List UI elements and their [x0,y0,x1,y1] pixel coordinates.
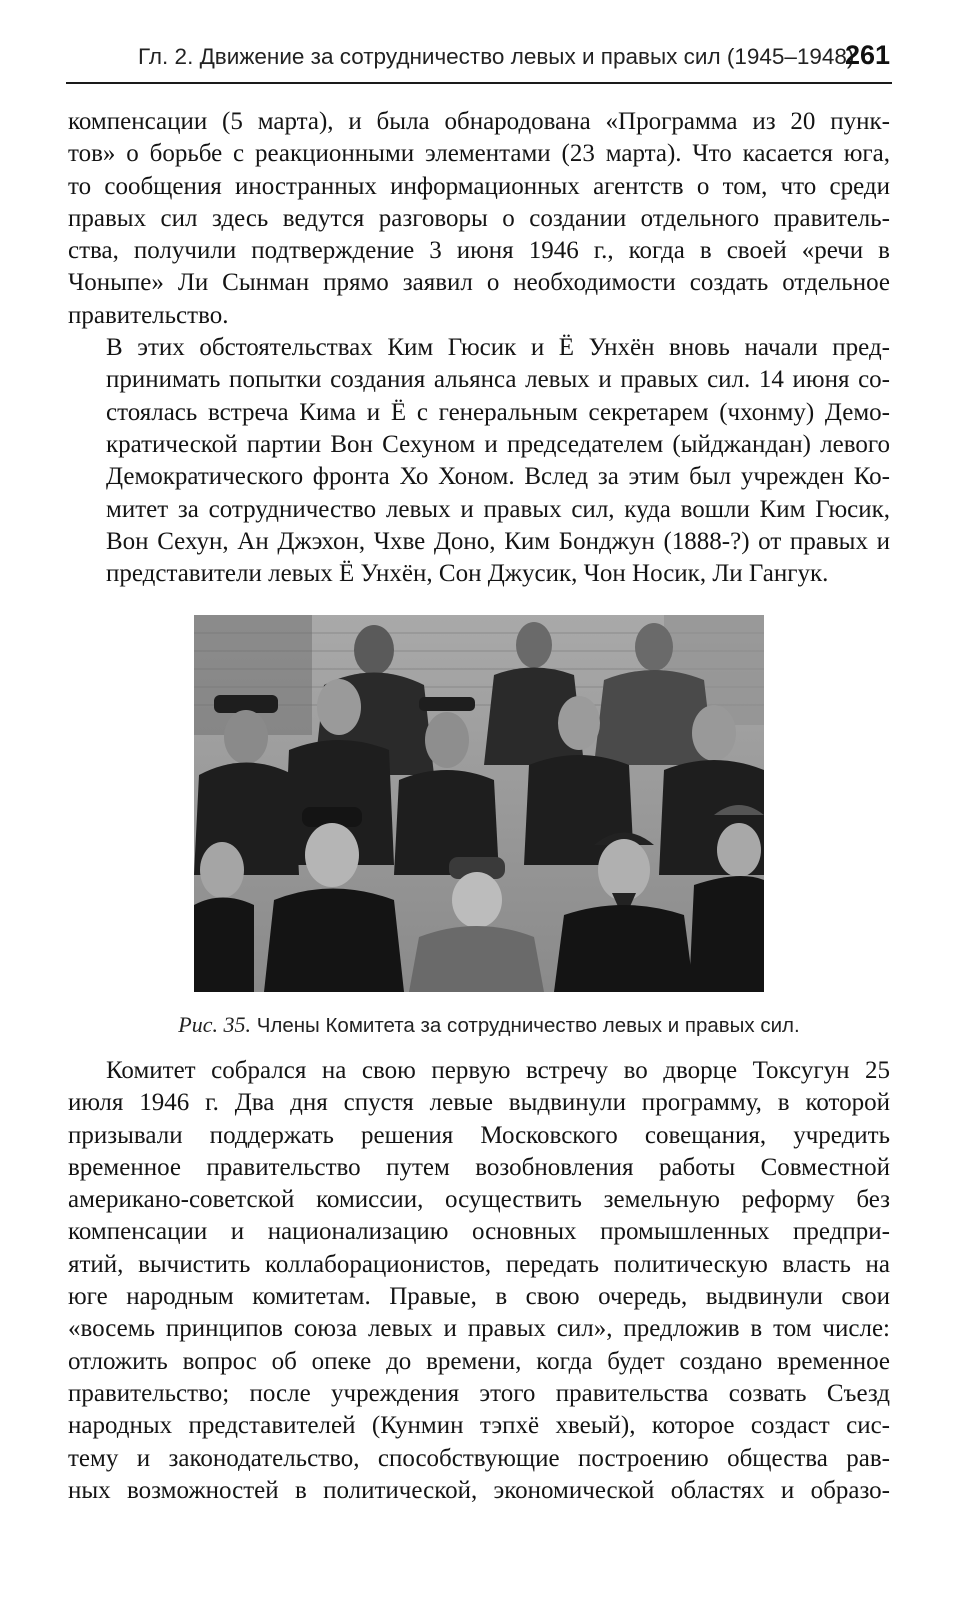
text-line: митет за сотрудничество левых и правых сил, куда вошли Ким Гюсик, [106,495,890,523]
figure-caption [0,1012,978,1038]
text-line: призывали поддержать решения Московского совещания, учредить [68,1121,890,1149]
text-line: Комитет собрался на свою первую встречу во дворце Токсугун 25 [106,1057,890,1084]
text-line: Демократического фронта Хо Хоном. Вслед за этим был учрежден Ко- [106,463,890,491]
text-line: правых сил здесь ведутся разговоры о создании отдельного правитель- [68,204,890,232]
text-line: народных представителей (Кунмин тэпхё хвеый), которое создаст сис- [68,1412,890,1440]
text-line: В этих обстоятельствах Ким Гюсик и Ё Унхён вновь начали пред- [106,334,890,362]
text-line: временное правительство путем возобновления работы Совместной [68,1153,890,1181]
text-line: то сообщения иностранных информационных агентств о том, что среди [68,172,890,200]
text-line: компенсации (5 марта), и была обнародована «Программа из 20 пунк- [68,108,890,135]
running-title: Гл. 2. Движение за сотрудничество левых и правых сил (1945–1948) [138,44,855,69]
text-line: ятий, вычистить коллаборационистов, передать политическую власть на [68,1250,890,1278]
text-line: юге народным комитетам. Правые, в свою очередь, выдвинули свои [68,1283,890,1311]
text-line: Чоныпе» Ли Сынман прямо заявил о необходимости создать отдельное [68,269,890,297]
text-line: правительство; после учреждения этого правительства созвать Съезд [68,1379,890,1407]
page-number: 261 [844,40,890,70]
text-line: правительство. [68,301,229,329]
group-photo-illustration [194,615,764,992]
text-line: тему и законодательство, способствующие построению общества рав- [68,1444,890,1472]
group-photo [194,615,764,992]
text-line: ных возможностей в политической, экономической областях и образо- [68,1476,890,1504]
text-line: отложить вопрос об опеке до времени, когда будет создано временное [68,1347,890,1375]
text-line: июля 1946 г. Два дня спустя левые выдвинули программу, в которой [68,1089,890,1117]
text-line: ства, получили подтверждение 3 июня 1946 г., когда в своей «речи в [68,237,890,265]
text-line: принимать попытки создания альянса левых и правых сил. 14 июня со- [106,366,890,394]
text-block-top [68,106,890,590]
text-line: кратической партии Вон Сехуном и председателем (ыйджандан) левого [106,430,890,458]
text-line: стоялась встреча Кима и Ё с генеральным секретарем (чхонму) Демо- [106,398,890,426]
text-line: тов» о борьбе с реакционными элементами (23 марта). Что касается юга, [68,140,890,168]
text-line: «восемь принципов союза левых и правых сил», предложив в том числе: [68,1315,890,1343]
figure-caption-text: Члены Комитета за сотрудничество левых и правых сил. [256,1014,800,1037]
running-header [66,38,892,84]
text-line: американо-советской комиссии, осуществить земельную реформу без [68,1186,890,1214]
paragraph [68,332,890,590]
text-line: представители левых Ё Унхён, Сон Джусик, Чон Носик, Ли Гангук. [106,560,829,588]
paragraph [68,106,890,332]
paragraph [68,1055,890,1507]
text-line: компенсации и национализацию основных промышленных предпри- [68,1218,890,1246]
text-line: Вон Сехун, Ан Джэхон, Чхве Доно, Ким Бонджун (1888-?) от правых и [106,527,890,555]
figure-label: Рис. 35. [178,1012,251,1037]
text-block-bottom [68,1055,890,1507]
